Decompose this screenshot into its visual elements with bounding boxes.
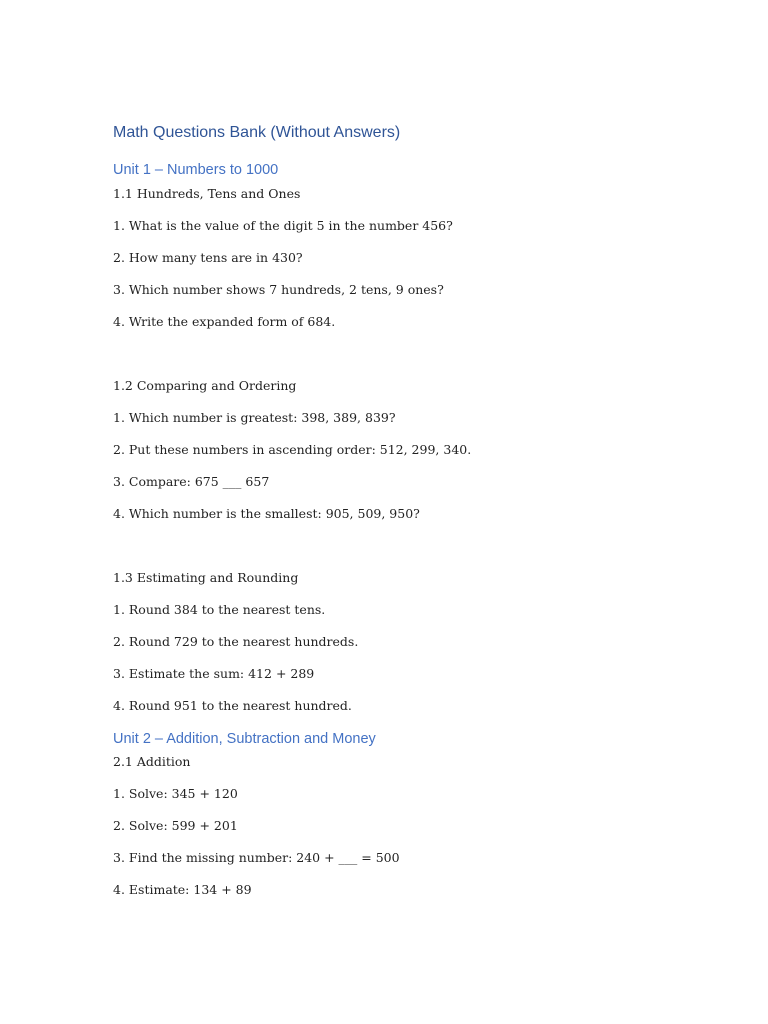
section-1-2-title: 1.2 Comparing and Ordering	[113, 378, 297, 393]
question-1-1-4: 4. Write the expanded form of 684.	[113, 314, 336, 329]
question-1-2-2: 2. Put these numbers in ascending order: 512, 299, 340.	[113, 442, 472, 457]
question-1-3-3: 3. Estimate the sum: 412 + 289	[113, 666, 315, 681]
question-1-1-1: 1. What is the value of the digit 5 in the number 456?	[113, 218, 453, 233]
question-1-2-4: 4. Which number is the smallest: 905, 509, 950?	[113, 506, 420, 521]
question-2-1-3: 3. Find the missing number: 240 + ___ = 500	[113, 850, 400, 865]
question-1-1-2: 2. How many tens are in 430?	[113, 250, 303, 265]
section-1-3-title: 1.3 Estimating and Rounding	[113, 570, 299, 585]
question-2-1-4: 4. Estimate: 134 + 89	[113, 882, 252, 897]
question-1-1-3: 3. Which number shows 7 hundreds, 2 tens, 9 ones?	[113, 282, 444, 297]
question-2-1-2: 2. Solve: 599 + 201	[113, 818, 238, 833]
document-title: Math Questions Bank (Without Answers)	[113, 124, 401, 141]
question-1-3-1: 1. Round 384 to the nearest tens.	[113, 602, 326, 617]
question-1-3-2: 2. Round 729 to the nearest hundreds.	[113, 634, 359, 649]
question-1-2-1: 1. Which number is greatest: 398, 389, 839?	[113, 410, 396, 425]
question-1-3-4: 4. Round 951 to the nearest hundred.	[113, 698, 352, 713]
unit-2-heading: Unit 2 – Addition, Subtraction and Money	[113, 731, 376, 747]
section-2-1-title: 2.1 Addition	[113, 754, 191, 769]
unit-1-heading: Unit 1 – Numbers to 1000	[113, 162, 279, 178]
question-1-2-3: 3. Compare: 675 ___ 657	[113, 474, 270, 489]
section-1-1-title: 1.1 Hundreds, Tens and Ones	[113, 186, 301, 201]
question-2-1-1: 1. Solve: 345 + 120	[113, 786, 238, 801]
